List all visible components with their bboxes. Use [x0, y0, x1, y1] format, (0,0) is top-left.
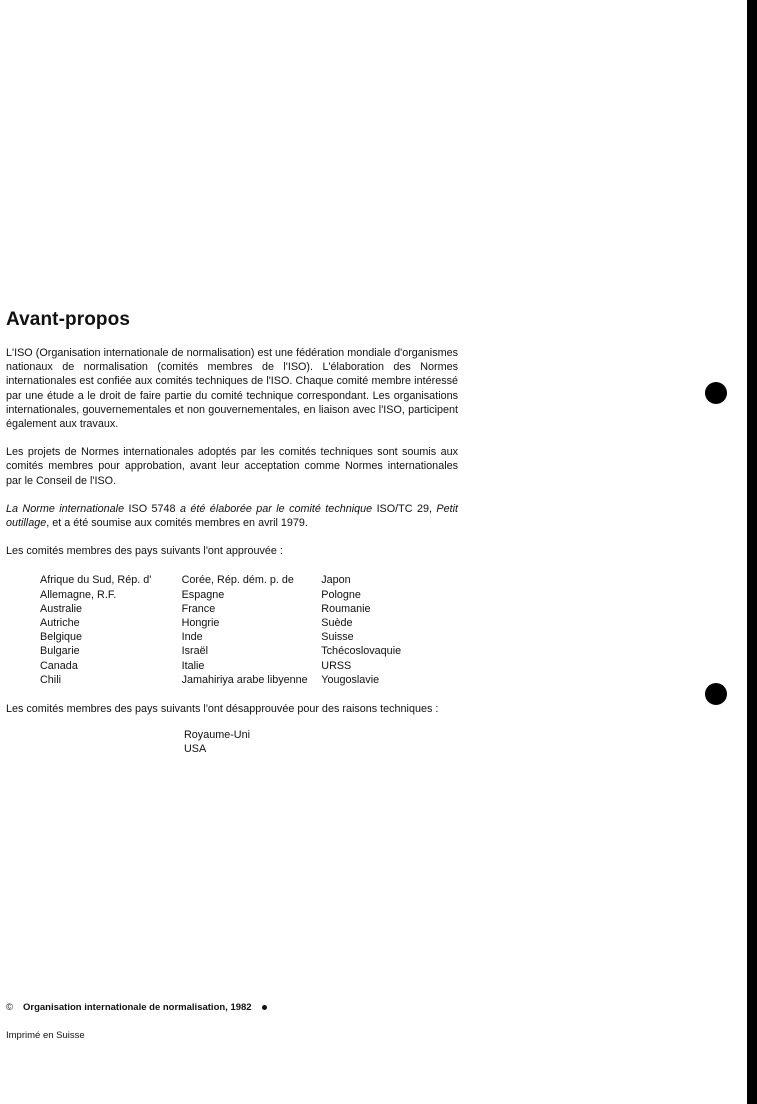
p3-text-c: a été élaborée par le comité technique	[175, 502, 377, 515]
country-item: Espagne	[181, 588, 225, 601]
country-item: Jamahiriya arabe libyenne	[181, 673, 308, 686]
country-item: URSS	[321, 659, 352, 672]
printed-in-text: Imprimé en Suisse	[6, 1030, 85, 1041]
country-item: Hongrie	[181, 617, 220, 630]
country-item: Suisse	[321, 631, 354, 644]
country-item: France	[181, 602, 216, 615]
foreword-section	[6, 309, 458, 757]
country-item: Autriche	[40, 617, 80, 630]
p3-text-a: La Norme internationale	[6, 502, 129, 515]
paragraph-standard-origin	[6, 502, 458, 530]
committee-number: ISO/TC 29,	[376, 502, 432, 515]
punch-hole-top	[705, 382, 727, 404]
country-item: USA	[184, 743, 207, 756]
copyright-line	[6, 1002, 267, 1013]
country-column-1	[40, 573, 182, 687]
page-title: Avant-propos	[6, 309, 130, 330]
paragraph-iso-intro: L'ISO (Organisation internationale de normalisation) est une fédération mondiale d'organismes nationaux de normalisation (comités membres de l'ISO). L'élaboration des Normes internationales est confiée aux comités techniques de l'ISO. Chaque comité membre intéressé par une étude a le droit de faire partie du comité technique correspondant. Les organisations internationales, gouvernementales et non gouvernementales, en liaison avec l'ISO, participent également aux travaux.	[6, 347, 458, 431]
punch-hole-bottom	[705, 683, 727, 705]
country-item: Canada	[40, 659, 78, 672]
standard-number: ISO 5748	[128, 502, 176, 515]
paragraph-disapproved-intro: Les comités membres des pays suivants l'ont désapprouvée pour des raisons techniques :	[6, 703, 439, 716]
scan-edge-bar	[747, 0, 757, 1104]
disapproving-countries-list	[184, 728, 458, 756]
paragraph-approved-intro: Les comités membres des pays suivants l'ont approuvée :	[6, 545, 283, 558]
footer	[6, 1002, 267, 1041]
country-item: Chili	[40, 673, 61, 686]
copyright-text: Organisation internationale de normalisation, 1982	[23, 1002, 252, 1013]
country-column-3	[321, 573, 458, 687]
country-item: Australie	[40, 602, 83, 615]
country-item: Italie	[181, 659, 205, 672]
country-item: Corée, Rép. dém. p. de	[181, 574, 294, 587]
country-item: Israël	[181, 645, 209, 658]
country-item: Suède	[321, 617, 353, 630]
country-item: Royaume-Uni	[184, 729, 251, 742]
country-item: Japon	[321, 574, 351, 587]
country-item: Pologne	[321, 588, 361, 601]
country-item: Bulgarie	[40, 645, 80, 658]
country-column-2	[182, 573, 322, 687]
country-item: Roumanie	[321, 602, 371, 615]
country-item: Inde	[181, 631, 203, 644]
country-item: Yougoslavie	[321, 673, 380, 686]
country-item: Afrique du Sud, Rép. d'	[40, 574, 152, 587]
country-item: Belgique	[40, 631, 83, 644]
copyright-symbol: ©	[6, 1002, 13, 1013]
paragraph-draft-approval: Les projets de Normes internationales adoptés par les comités techniques sont soumis aux comités membres pour approbation, avant leur acceptation comme Normes internationales par le Conseil de l'ISO.	[6, 446, 458, 487]
bullet-dot-icon	[262, 1005, 267, 1010]
country-item: Allemagne, R.F.	[40, 588, 117, 601]
country-item: Tchécoslovaquie	[321, 645, 402, 658]
committee-title: Petit outillage	[6, 502, 459, 530]
approving-countries-list	[40, 573, 458, 687]
p3-text-f: , et a été soumise aux comités membres en avril 1979.	[46, 517, 308, 530]
